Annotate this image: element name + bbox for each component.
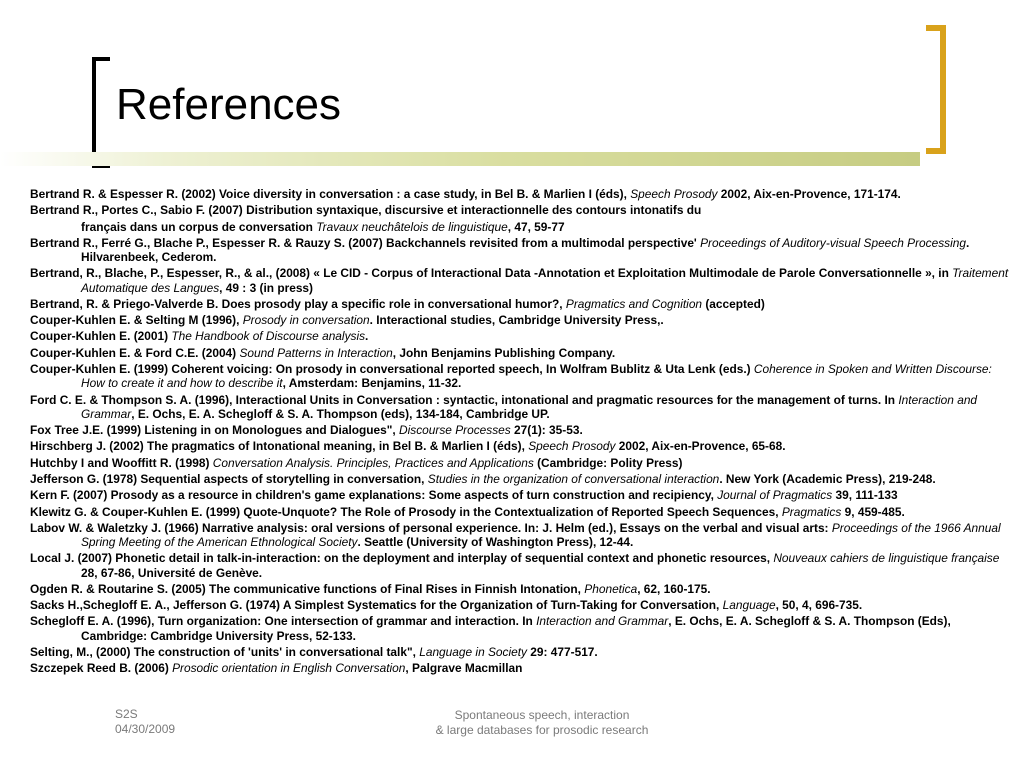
reference-title-italic: Pragmatics and Cognition — [565, 296, 703, 311]
reference-text: 29: 477-517. — [526, 644, 598, 659]
title-underline-band — [0, 152, 920, 166]
reference-text: Labov W. & Waletzky J. (1966) Narrative analysis: oral versions of personal experience. In: J. Helm (ed.), Essays on the verbal and visual arts: — [30, 520, 832, 535]
footer-left — [115, 707, 175, 737]
reference-text: Ogden R. & Routarine S. (2005) The communicative functions of Final Rises in Finnish Intonation, — [30, 581, 585, 596]
reference-title-italic: Discourse Processes — [399, 423, 511, 438]
reference-title-italic: Proceedings of the 1966 Annual Spring Meeting of the American Ethnological Society — [81, 520, 1001, 550]
reference-text: . Seattle (University of Washington Press), 12-44. — [357, 535, 634, 550]
reference-text: , E. Ochs, E. A. Schegloff & S. A. Thompson (eds), 134-184, Cambridge UP. — [131, 406, 550, 421]
footer-event-label: S2S — [115, 707, 138, 721]
reference-text: Sacks H.,Schegloff E. A., Jefferson G. (1974) A Simplest Systematics for the Organization of Turn-Taking for Conversation, — [30, 598, 723, 613]
reference-text: (Cambridge: Polity Press) — [533, 455, 683, 470]
reference-entry — [30, 329, 1015, 343]
reference-text: Fox Tree J.E. (1999) Listening in on Monologues and Dialogues", — [30, 423, 400, 438]
reference-title-italic: Coherence in Spoken and Written Discourse: How to create it and how to describe it — [81, 362, 992, 391]
reference-title-italic: The Handbook of Discourse analysis — [171, 329, 366, 344]
reference-entry — [30, 220, 1015, 234]
reference-entry — [30, 423, 1015, 437]
reference-entry — [30, 645, 1015, 659]
reference-entry — [30, 488, 1015, 502]
footer-topic-line1: Spontaneous speech, interaction — [454, 708, 630, 722]
reference-text: Bertrand R., Portes C., Sabio F. (2007) Distribution syntaxique, discursive et interactionnelle des contours intonatifs du — [30, 203, 702, 218]
reference-text: Bertrand R., Ferré G., Blache P., Espesser R. & Rauzy S. (2007) Backchannels revisited from a multimodal perspective' — [30, 235, 701, 250]
reference-entry — [30, 313, 1015, 327]
reference-entry — [30, 187, 1015, 201]
reference-text: Couper-Kuhlen E. (2001) — [30, 329, 172, 344]
reference-text: Szczepek Reed B. (2006) — [30, 661, 173, 676]
reference-entry — [30, 661, 1015, 675]
reference-text: Couper-Kuhlen E. & Ford C.E. (2004) — [30, 345, 240, 360]
reference-entry — [30, 236, 1015, 264]
reference-text: . Interactional studies, Cambridge University Press,. — [369, 313, 664, 328]
reference-text: 28, 67-86, Université de Genève. — [81, 565, 263, 580]
footer-center — [412, 708, 672, 738]
reference-text: Couper-Kuhlen E. & Selting M (1996), — [30, 313, 243, 328]
reference-title-italic: Traitement Automatique des Langues — [81, 266, 1009, 295]
reference-text: , 47, 59-77 — [507, 219, 565, 234]
reference-entry — [30, 456, 1015, 470]
reference-text: , John Benjamins Publishing Company. — [392, 345, 616, 360]
reference-entry — [30, 521, 1015, 549]
reference-title-italic: Journal of Pragmatics — [717, 488, 833, 503]
reference-title-italic: Pragmatics — [781, 504, 842, 519]
reference-text: 9, 459-485. — [841, 504, 905, 519]
reference-text: . New York (Academic Press), 219-248. — [719, 471, 936, 486]
reference-title-italic: Proceedings of Auditory-visual Speech Processing — [700, 235, 966, 250]
reference-text: Bertrand, R. & Priego-Valverde B. Does prosody play a specific role in conversational humor?, — [30, 296, 566, 311]
reference-text: 39, 111-133 — [832, 488, 898, 503]
reference-entry — [30, 505, 1015, 519]
reference-text: Klewitz G. & Couper-Kuhlen E. (1999) Quote-Unquote? The Role of Prosody in the Contextualization of Reported Speech Sequences, — [30, 504, 782, 519]
reference-text: Selting, M., (2000) The construction of 'units' in conversational talk", — [30, 644, 420, 659]
reference-text: Ford C. E. & Thompson S. A. (1996), Interactional Units in Conversation : syntactic, intonational and pragmatic resources for the management of turns. In — [30, 392, 899, 407]
reference-text: , Palgrave Macmillan — [405, 661, 523, 676]
reference-text: 2002, Aix-en-Provence, 65-68. — [615, 439, 786, 454]
reference-title-italic: Studies in the organization of conversational interaction — [427, 471, 720, 486]
reference-entry — [30, 346, 1015, 360]
reference-text: Bertrand R. & Espesser R. (2002) Voice diversity in conversation : a case study, in Bel B. & Marlien I (éds), — [30, 187, 631, 201]
right-bracket-decoration — [926, 25, 946, 154]
reference-title-italic: Conversation Analysis. Principles, Practices and Applications — [212, 455, 534, 470]
reference-title-italic: Prosody in conversation — [242, 313, 370, 328]
reference-text: Hirschberg J. (2002) The pragmatics of Intonational meaning, in Bel B. & Marlien I (éds), — [30, 439, 529, 454]
reference-text: Jefferson G. (1978) Sequential aspects of storytelling in conversation, — [30, 471, 428, 486]
reference-title-italic: Interaction and Grammar — [81, 392, 978, 421]
reference-entry — [30, 362, 1015, 390]
reference-title-italic: Nouveaux cahiers de linguistique française — [773, 551, 1000, 566]
reference-text: , 49 : 3 (in press) — [219, 280, 314, 295]
reference-text: Kern F. (2007) Prosody as a resource in children's game explanations: Some aspects of turn construction and recipiency, — [30, 488, 718, 503]
reference-title-italic: Prosodic orientation in English Conversation — [172, 661, 406, 676]
footer-topic-line2: & large databases for prosodic research — [435, 723, 649, 737]
reference-text: Hutchby I and Wooffitt R. (1998) — [30, 455, 213, 470]
reference-text: français dans un corpus de conversation — [81, 219, 317, 234]
references-list — [30, 187, 1015, 678]
reference-text: , E. Ochs, E. A. Schegloff & S. A. Thompson (Eds), Cambridge: Cambridge University Press, 52-133. — [81, 614, 951, 643]
reference-text: (accepted) — [702, 296, 765, 311]
footer-date: 04/30/2009 — [115, 722, 176, 736]
reference-title-italic: Speech Prosody — [630, 187, 718, 201]
reference-entry — [30, 582, 1015, 596]
reference-text: , 50, 4, 696-735. — [775, 598, 863, 613]
reference-text: Bertrand, R., Blache, P., Espesser, R., & al., (2008) « Le CID - Corpus of Interactional Data -Annotation et Exploitation Multimodale de Parole Conversationnelle », in — [30, 266, 953, 281]
reference-text: , Amsterdam: Benjamins, 11-32. — [282, 376, 462, 391]
reference-title-italic: Language in Society — [419, 644, 527, 659]
reference-title-italic: Language — [722, 598, 776, 613]
reference-text: 2002, Aix-en-Provence, 171-174. — [717, 187, 901, 201]
reference-text: Schegloff E. A. (1996), Turn organization: One intersection of grammar and interaction. In — [30, 614, 537, 629]
reference-text: , 62, 160-175. — [637, 581, 711, 596]
reference-title-italic: Sound Patterns in Interaction — [239, 345, 393, 360]
reference-entry — [30, 297, 1015, 311]
reference-entry — [30, 551, 1015, 579]
reference-entry — [30, 598, 1015, 612]
reference-text: . — [365, 329, 369, 344]
reference-entry — [30, 393, 1015, 421]
reference-title-italic: Speech Prosody — [528, 439, 616, 454]
slide-title: References — [116, 80, 342, 129]
reference-text: . Hilvarenbeek, Cederom. — [81, 235, 970, 265]
reference-entry — [30, 614, 1015, 642]
reference-entry — [30, 266, 1015, 294]
reference-entry — [30, 472, 1015, 486]
reference-text: Couper-Kuhlen E. (1999) Coherent voicing: On prosody in conversational reported speech, In Wolfram Bublitz & Uta Lenk (eds.) — [30, 362, 754, 377]
reference-title-italic: Phonetica — [584, 581, 638, 596]
reference-title-italic: Travaux neuchâtelois de linguistique — [316, 219, 508, 234]
reference-title-italic: Interaction and Grammar — [536, 614, 669, 629]
reference-text: Local J. (2007) Phonetic detail in talk-in-interaction: on the deployment and interplay of sequential context and phonetic resources, — [30, 551, 774, 566]
reference-entry — [30, 203, 1015, 217]
reference-entry — [30, 439, 1015, 453]
reference-text: 27(1): 35-53. — [510, 423, 583, 438]
